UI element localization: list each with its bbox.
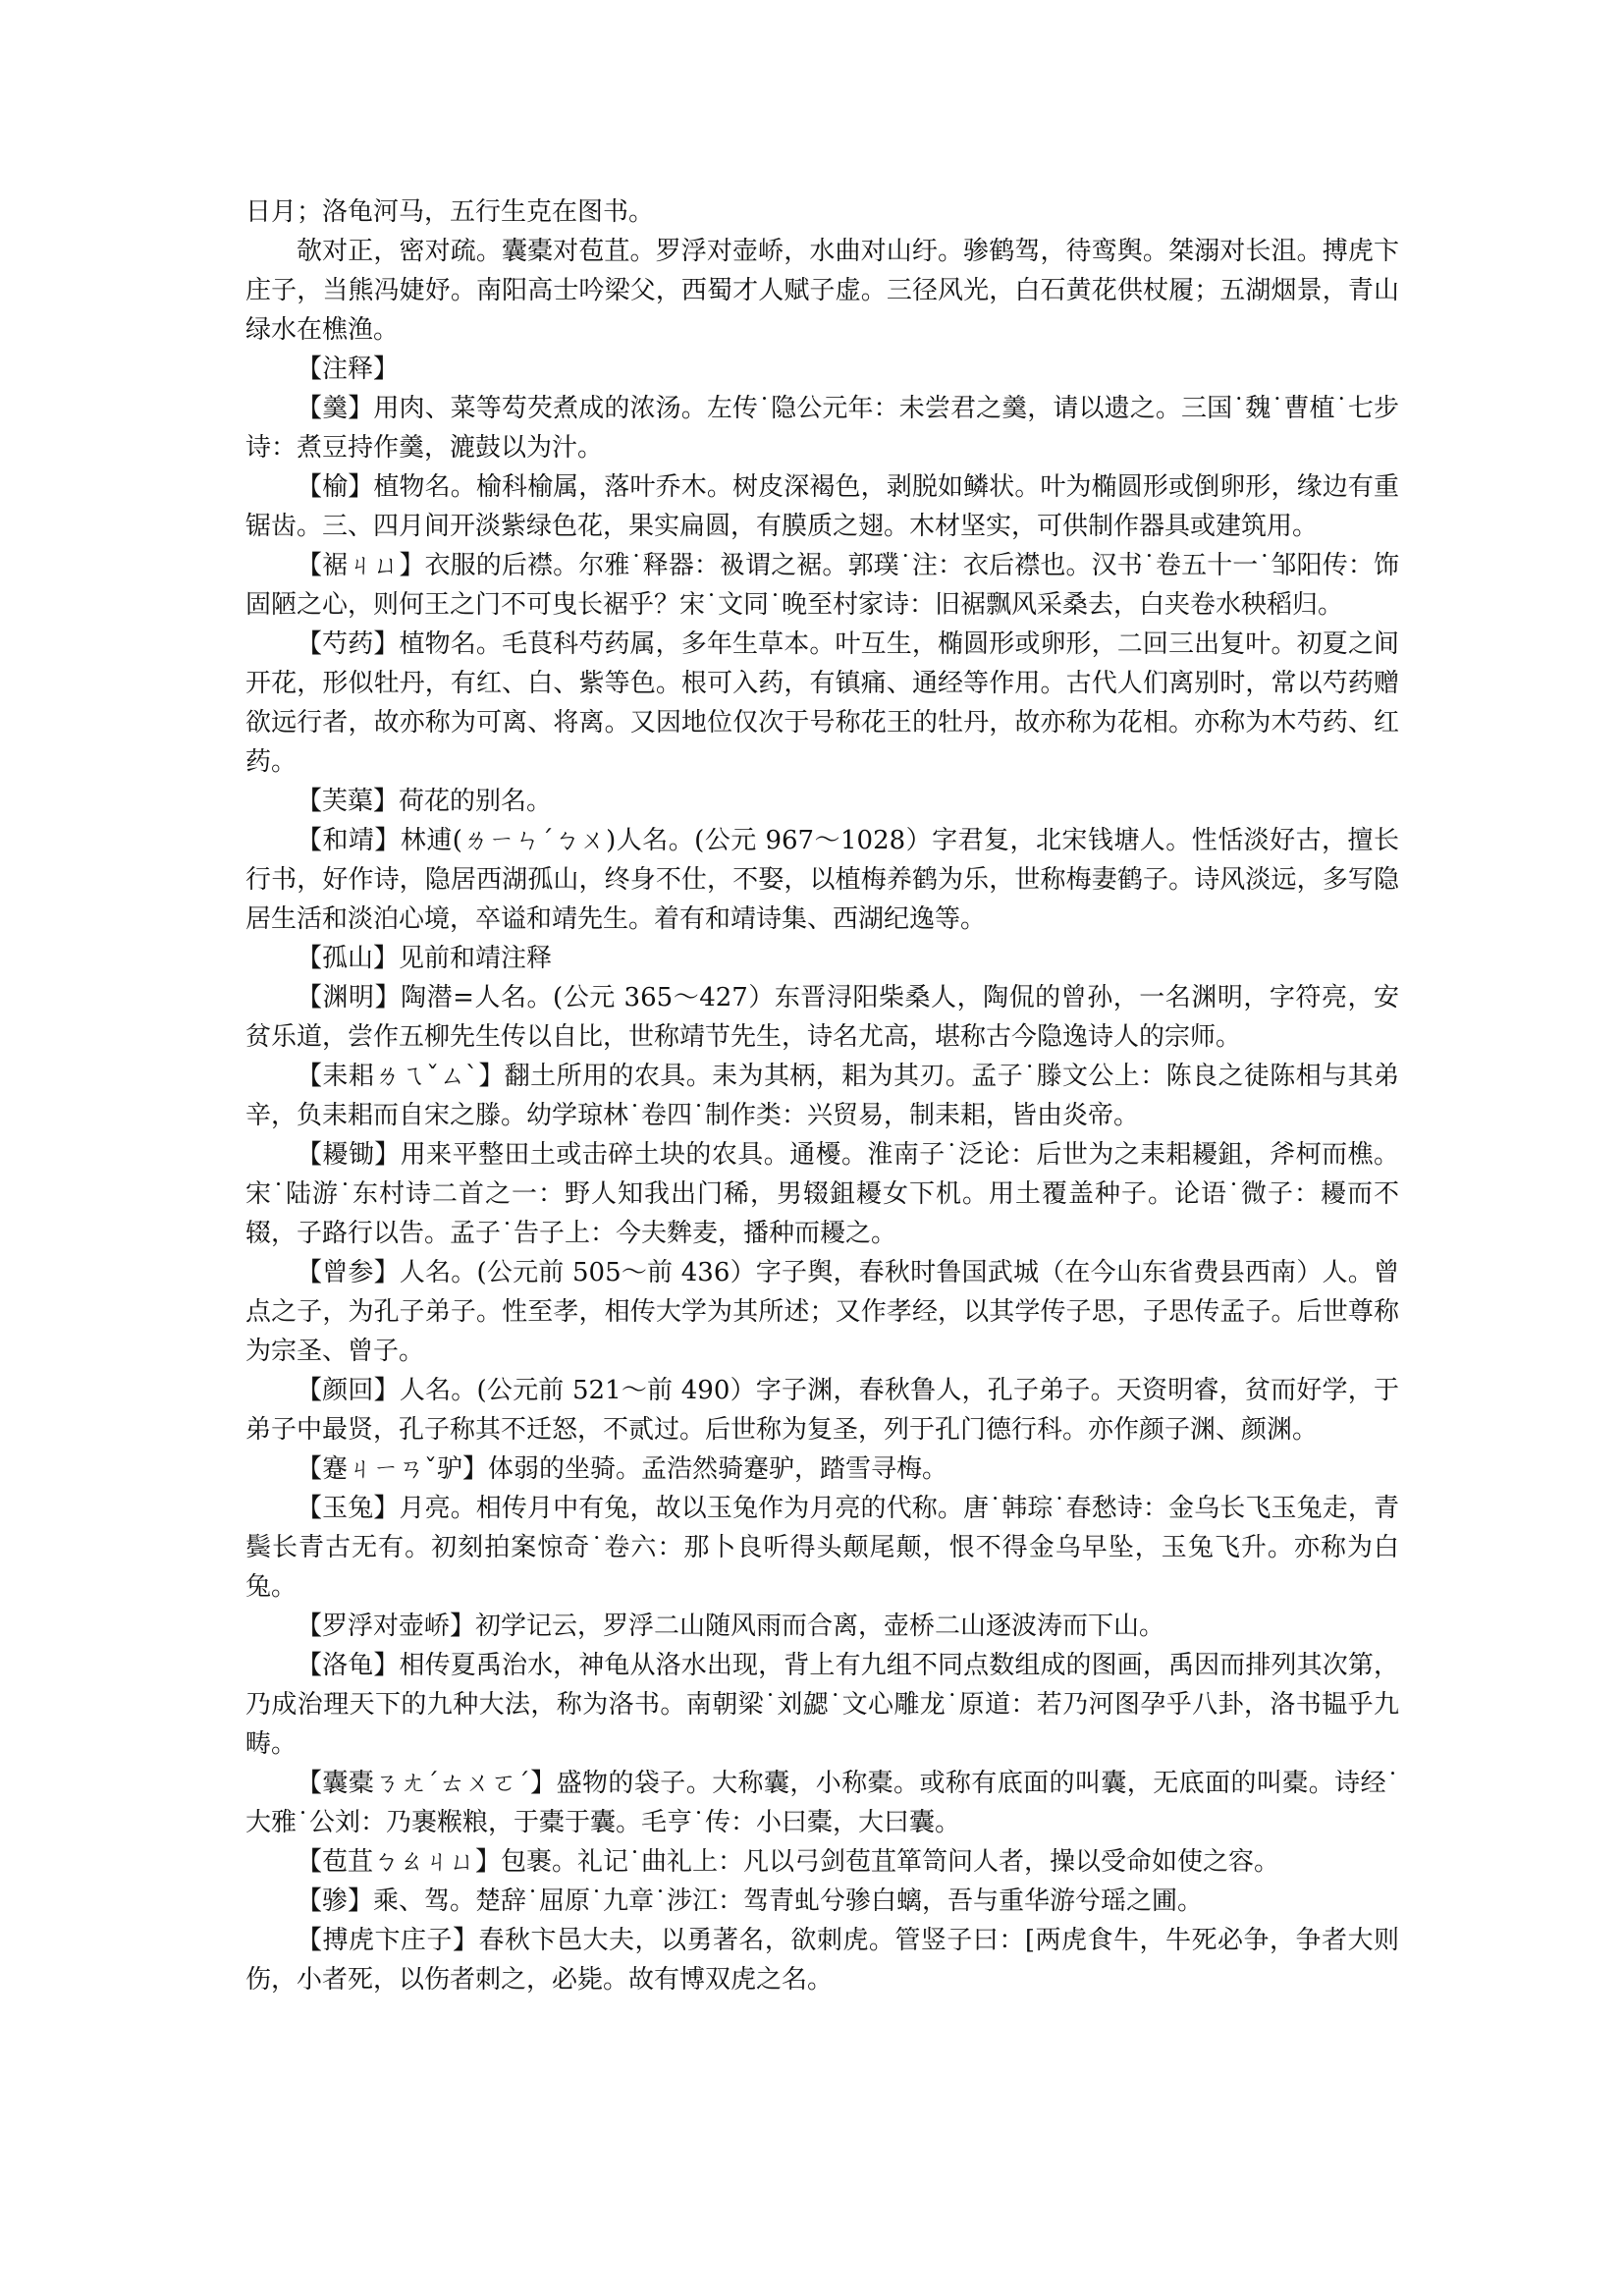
note-gushan: 【孤山】见前和靖注释 [297,944,553,973]
document-page [245,192,1399,1999]
note-ju: 【裾ㄐㄩ】衣服的后襟。尔雅˙释器：衱谓之裾。郭璞˙注：衣后襟也。汉书˙卷五十一˙邹阳传：饰固陋之心，则何王之门不可曳长裾乎？宋˙文同˙晚至村家诗：旧裾飘风采桑去，白夹卷水秧稻归。 [245,551,1399,620]
note-yanhui: 【颜回】人名。(公元前 521～前 490）字子渊，春秋鲁人，孔子弟子。天资明睿，贫而好学，于弟子中最贤，孔子称其不迁怒，不贰过。后世称为复圣，列于孔门德行科。亦作颜子渊、颜渊。 [245,1376,1399,1445]
note-yu: 【榆】植物名。榆科榆属，落叶乔木。树皮深褐色，剥脱如鳞状。叶为椭圆形或倒卵形，缘边有重锯齿。三、四月间开淡紫绿色花，果实扁圆，有膜质之翅。木材坚实，可供制作器具或建筑用。 [245,472,1399,541]
note-luofu: 【罗浮对壶峤】初学记云，罗浮二山随风雨而合离，壶桥二山逐波涛而下山。 [297,1612,1165,1641]
note-zengshen: 【曾参】人名。(公元前 505～前 436）字子舆，春秋时鲁国武城（在今山东省费县西南）人。曾点之子，为孔子弟子。性至孝，相传大学为其所述；又作孝经，以其学传子思，子思传孟子。后世尊称为宗圣、曾子。 [245,1258,1399,1366]
note-luogui: 【洛龟】相传夏禹治水，神龟从洛水出现，背上有九组不同点数组成的图画，禹因而排列其次第，乃成治理天下的九种大法，称为洛书。南朝梁˙刘勰˙文心雕龙˙原道：若乃河图孕乎八卦，洛书韫乎九畴。 [245,1651,1399,1759]
note-youchu: 【耰锄】用来平整田土或击碎土块的农具。通櫌。淮南子˙泛论：后世为之耒耜耰鉏，斧柯而樵。宋˙陆游˙东村诗二首之一：野人知我出门稀，男辍鉏耰女下机。用土覆盖种子。论语˙微子：耰而不辍，子路行以告。孟子˙告子上：今夫麰麦，播种而耰之。 [245,1140,1399,1248]
note-fuqu: 【芙蕖】荷花的别名。 [297,787,553,816]
note-shaoyao: 【芍药】植物名。毛茛科芍药属，多年生草本。叶互生，椭圆形或卵形，二回三出复叶。初夏之间开花，形似牡丹，有红、白、紫等色。根可入药，有镇痛、通经等作用。古代人们离别时，常以芍药赠欲远行者，故亦称为可离、将离。又因地位仅次于号称花王的牡丹，故亦称为花相。亦称为木芍药、红药。 [245,629,1399,777]
note-leisi: 【耒耜ㄌㄟˇㄙˋ】翻土所用的农具。耒为其柄，耜为其刃。孟子˙滕文公上：陈良之徒陈相与其弟辛，负耒耜而自宋之滕。幼学琼林˙卷四˙制作类：兴贸易，制耒耜，皆由炎帝。 [245,1062,1399,1130]
note-jianlv: 【蹇ㄐㄧㄢˇ驴】体弱的坐骑。孟浩然骑蹇驴，踏雪寻梅。 [297,1454,948,1484]
section-heading-annotations: 【注释】 [297,355,400,384]
note-baoju: 【苞苴ㄅㄠㄐㄩ】包裹。礼记˙曲礼上：凡以弓剑苞苴箪笥问人者，操以受命如使之容。 [297,1847,1280,1877]
note-geng: 【羹】用肉、菜等芶芡煮成的浓汤。左传˙隐公元年：未尝君之羹，请以遗之。三国˙魏˙曹植˙七步诗：煮豆持作羹，漉鼓以为汁。 [245,394,1399,463]
note-can: 【骖】乘、驾。楚辞˙屈原˙九章˙涉江：驾青虬兮骖白螭，吾与重华游兮瑶之圃。 [297,1886,1204,1916]
paragraph-couplet-verse: 欹对正，密对疏。囊橐对苞苴。罗浮对壶峤，水曲对山纡。骖鹤驾，待鸾舆。桀溺对长沮。搏虎卞庄子，当熊冯婕妤。南阳高士吟梁父，西蜀才人赋子虚。三径风光，白石黄花供杖履；五湖烟景，青山绿水在樵渔。 [245,237,1399,345]
note-nangtuo: 【囊橐ㄋㄤˊㄊㄨㄛˊ】盛物的袋子。大称囊，小称橐。或称有底面的叫囊，无底面的叫橐。诗经˙大雅˙公刘：乃裹糇粮，于橐于囊。毛亨˙传：小曰橐，大曰囊。 [245,1769,1399,1837]
note-bohu: 【搏虎卞庄子】春秋卞邑大夫，以勇著名，欲刺虎。管竖子曰：[两虎食牛，牛死必争，争者大则伤，小者死，以伤者刺之，必毙。故有博双虎之名。 [245,1926,1399,1995]
note-yuanming: 【渊明】陶潜=人名。(公元 365～427）东晋浔阳柴桑人，陶侃的曾孙，一名渊明，字符亮，安贫乐道，尝作五柳先生传以自比，世称靖节先生，诗名尤高，堪称古今隐逸诗人的宗师。 [245,983,1399,1052]
note-yutu: 【玉兔】月亮。相传月中有兔，故以玉兔作为月亮的代称。唐˙韩琮˙春愁诗：金乌长飞玉兔走，青鬓长青古无有。初刻拍案惊奇˙卷六：那卜良听得头颠尾颠，恨不得金乌早坠，玉兔飞升。亦称为白兔。 [245,1494,1399,1602]
paragraph-couplet-end: 日月；洛龟河马，五行生克在图书。 [245,197,655,227]
note-hejing: 【和靖】林逋(ㄌㄧㄣˊㄅㄨ)人名。(公元 967～1028）字君复，北宋钱塘人。性恬淡好古，擅长行书，好作诗，隐居西湖孤山，终身不仕，不娶，以植梅养鹤为乐，世称梅妻鹤子。诗风淡远，多写隐居生活和淡泊心境，卒谥和靖先生。着有和靖诗集、西湖纪逸等。 [245,826,1399,934]
